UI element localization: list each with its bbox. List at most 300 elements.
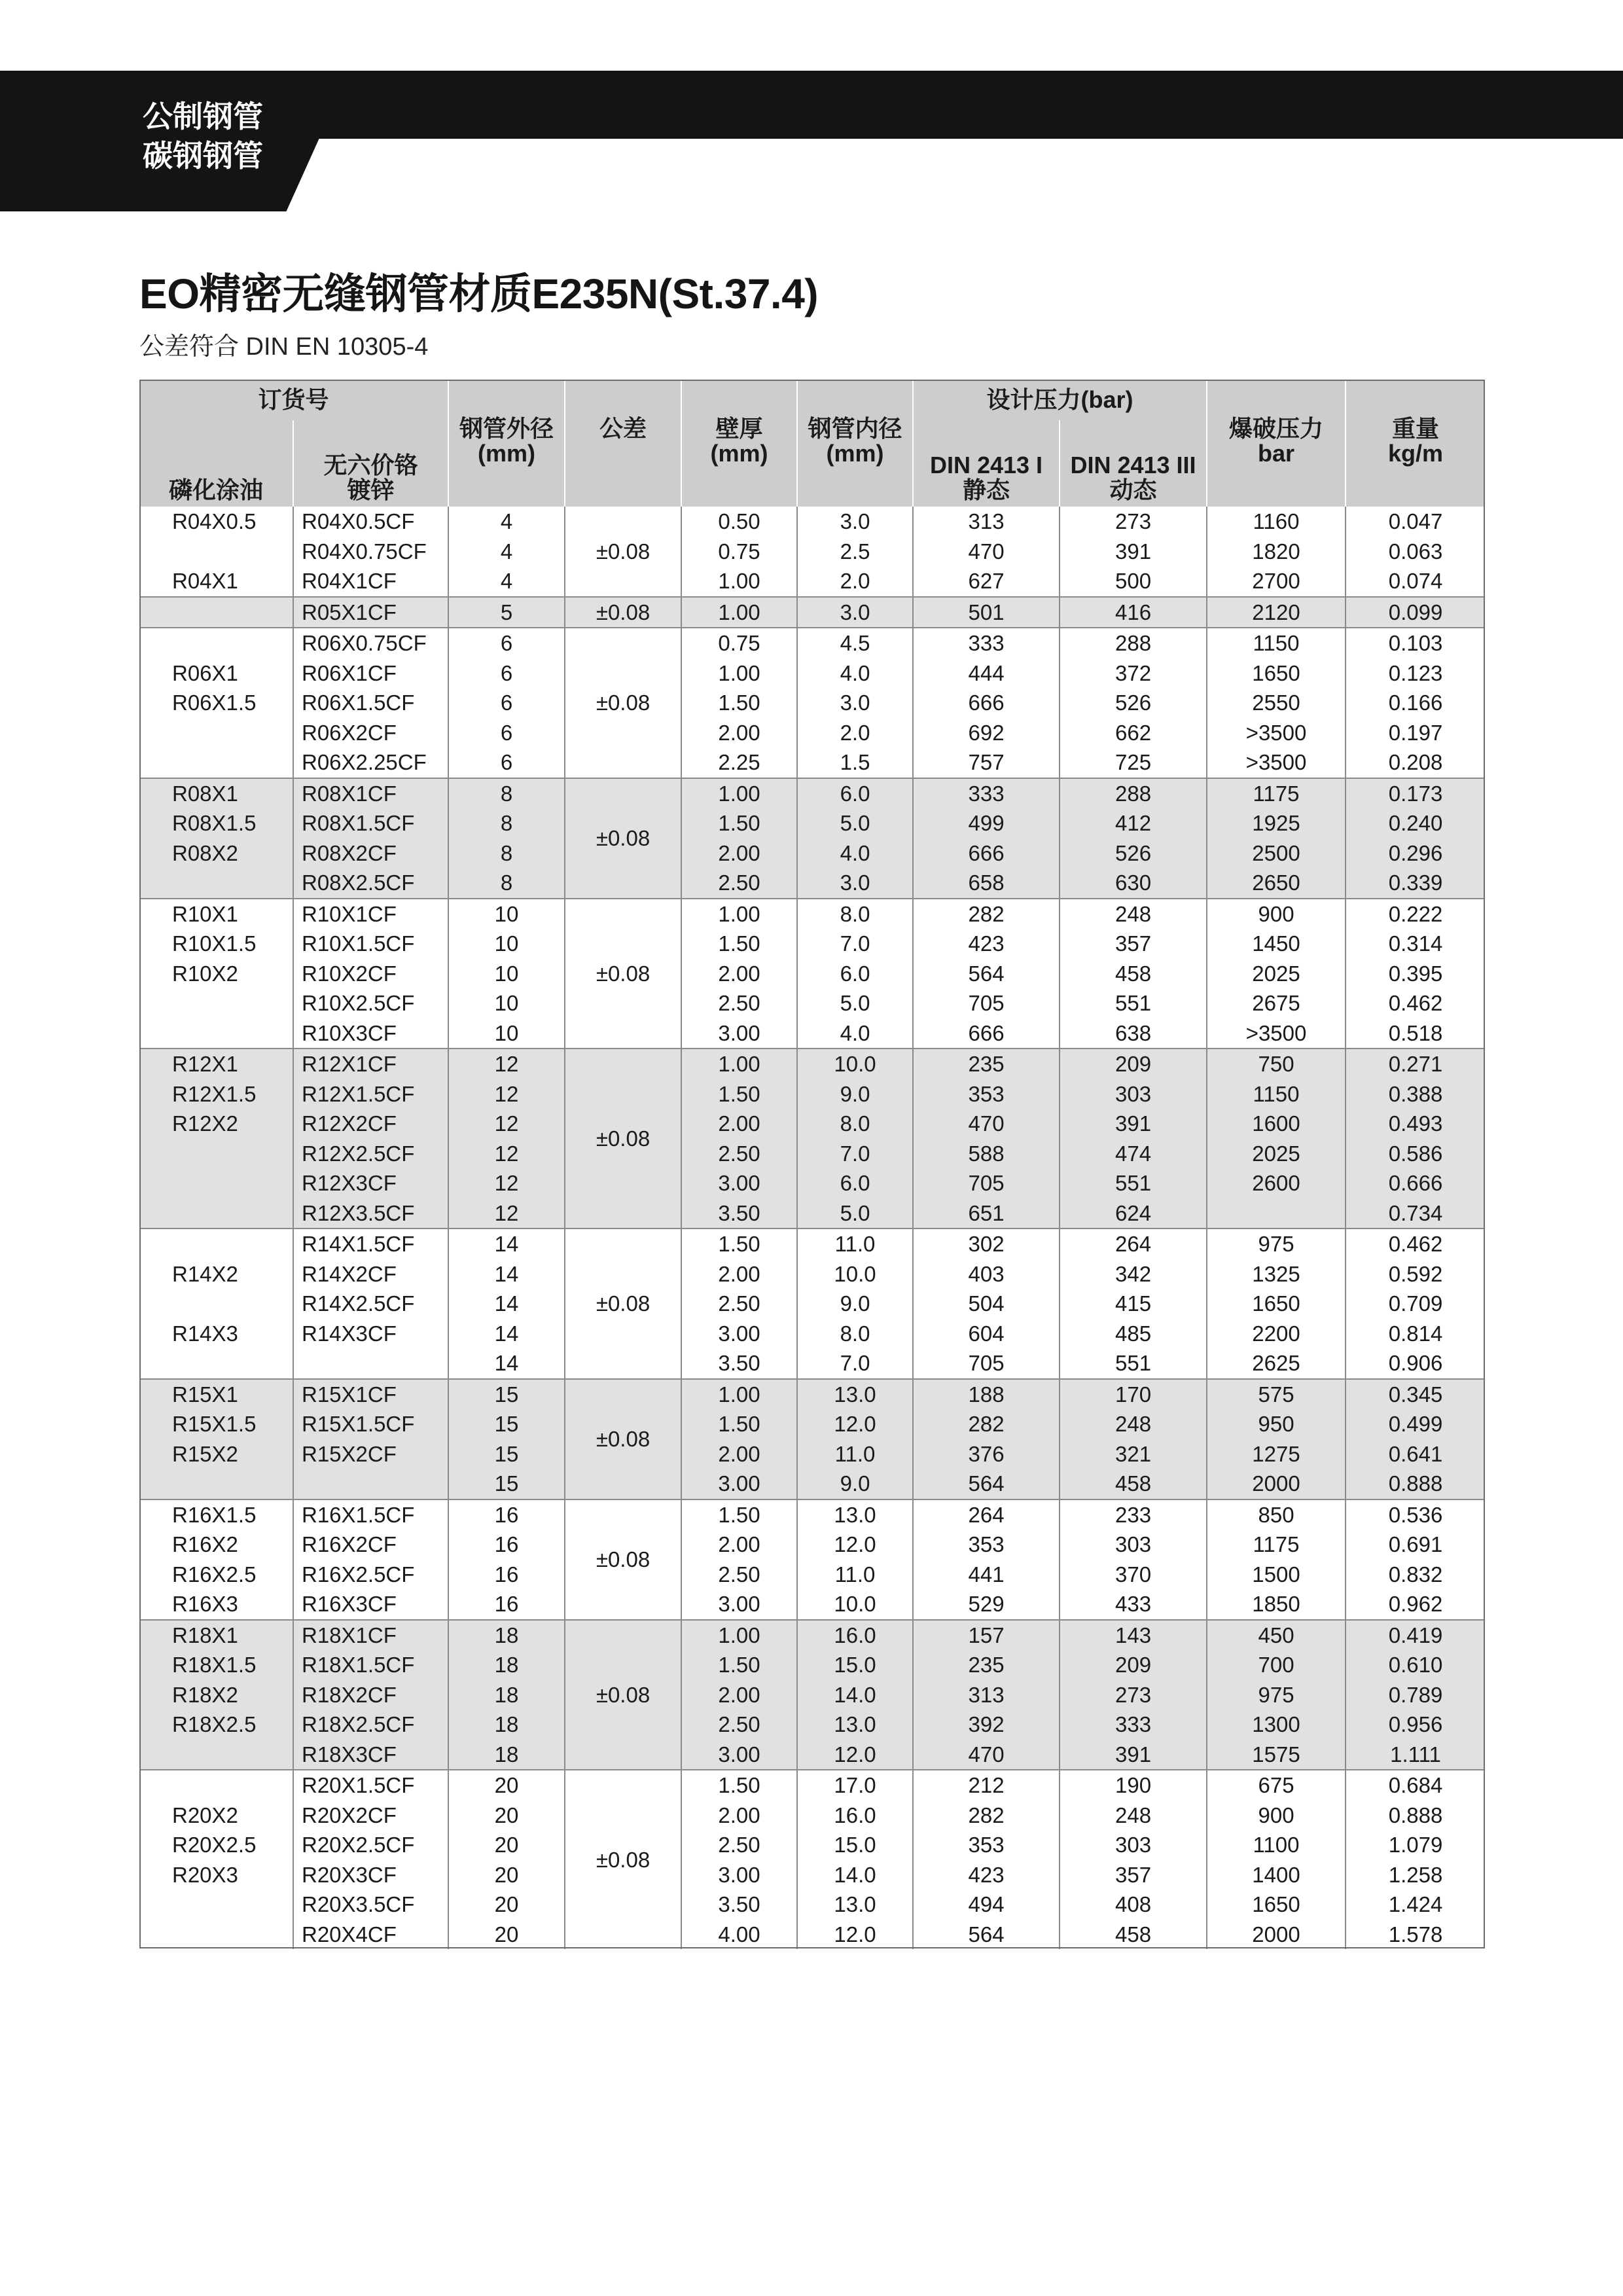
cell-phosphated-no <box>139 1920 293 1950</box>
table-row <box>139 1409 1485 1439</box>
cell-outer-diameter: 18 <box>448 1620 565 1651</box>
header-phosphated-label: 磷化涂油 <box>168 476 263 503</box>
cell-phosphated-no <box>139 1198 293 1229</box>
table-row <box>139 1740 1485 1770</box>
cell-zinc-plated-no: R15X2CF <box>293 1439 448 1469</box>
cell-outer-diameter: 12 <box>448 1109 565 1139</box>
cell-wall-thickness: 2.00 <box>681 838 797 869</box>
cell-tolerance: ±0.08 <box>565 1770 681 1949</box>
cell-weight: 0.388 <box>1346 1079 1485 1109</box>
cell-wall-thickness: 1.50 <box>681 929 797 959</box>
cell-burst-pressure: 1450 <box>1207 929 1346 959</box>
cell-burst-pressure: 2025 <box>1207 959 1346 989</box>
cell-outer-diameter: 15 <box>448 1439 565 1469</box>
cell-inner-diameter: 16.0 <box>797 1801 913 1831</box>
header-static-line1: DIN 2413 I <box>929 452 1043 478</box>
header-design-pressure: 设计压力(bar) <box>913 380 1207 420</box>
cell-burst-pressure: 2000 <box>1207 1920 1346 1950</box>
cell-outer-diameter: 5 <box>448 597 565 628</box>
header-zinc-plated <box>293 420 448 507</box>
cell-weight: 0.099 <box>1346 597 1485 628</box>
cell-zinc-plated-no: R04X0.5CF <box>293 507 448 537</box>
cell-phosphated-no <box>139 747 293 778</box>
cell-inner-diameter: 14.0 <box>797 1680 913 1710</box>
header-id-line2: (mm) <box>826 440 884 467</box>
cell-dynamic-pressure: 526 <box>1060 838 1207 869</box>
cell-phosphated-no <box>139 1770 293 1801</box>
cell-zinc-plated-no: R14X2CF <box>293 1259 448 1289</box>
cell-static-pressure: 604 <box>913 1319 1060 1349</box>
cell-inner-diameter: 10.0 <box>797 1589 913 1620</box>
cell-dynamic-pressure: 303 <box>1060 1079 1207 1109</box>
cell-zinc-plated-no: R04X0.75CF <box>293 537 448 567</box>
cell-phosphated-no <box>139 718 293 748</box>
cell-static-pressure: 501 <box>913 597 1060 628</box>
cell-phosphated-no: R04X0.5 <box>172 509 257 534</box>
cell-burst-pressure: 975 <box>1207 1680 1346 1710</box>
cell-burst-pressure: 1275 <box>1207 1439 1346 1469</box>
cell-inner-diameter: 15.0 <box>797 1830 913 1860</box>
cell-burst-pressure: 1325 <box>1207 1259 1346 1289</box>
header-dynamic-line1: DIN 2413 III <box>1070 452 1196 478</box>
header-burst-pressure <box>1207 380 1346 507</box>
table-row <box>139 628 1485 658</box>
cell-static-pressure: 666 <box>913 838 1060 869</box>
cell-outer-diameter: 12 <box>448 1139 565 1169</box>
cell-outer-diameter: 8 <box>448 868 565 899</box>
header-zinc-line1: 无六价铬 <box>323 452 418 478</box>
cell-tolerance: ±0.08 <box>565 597 681 628</box>
cell-dynamic-pressure: 143 <box>1060 1620 1207 1651</box>
cell-wall-thickness: 2.50 <box>681 1830 797 1860</box>
cell-tolerance: ±0.08 <box>565 1620 681 1770</box>
table-row <box>139 899 1485 929</box>
cell-static-pressure: 302 <box>913 1229 1060 1259</box>
table-row <box>139 1650 1485 1680</box>
cell-burst-pressure: 1820 <box>1207 537 1346 567</box>
cell-phosphated-no: R14X3 <box>172 1321 238 1346</box>
cell-phosphated-no: R18X2 <box>139 1680 293 1710</box>
cell-burst-pressure: 1100 <box>1207 1830 1346 1860</box>
table-row <box>139 1289 1485 1319</box>
table-row <box>139 1801 1485 1831</box>
cell-zinc-plated-no: R12X2CF <box>293 1109 448 1139</box>
cell-static-pressure: 423 <box>913 929 1060 959</box>
table-row <box>139 868 1485 899</box>
table-row <box>139 1348 1485 1379</box>
cell-phosphated-no: R18X2.5 <box>139 1710 293 1740</box>
cell-burst-pressure: 1300 <box>1207 1710 1346 1740</box>
cell-weight: 0.734 <box>1346 1198 1485 1229</box>
cell-zinc-plated-no: R16X3CF <box>293 1589 448 1620</box>
cell-zinc-plated-no: R20X3CF <box>293 1860 448 1890</box>
cell-burst-pressure: >3500 <box>1207 1018 1346 1049</box>
cell-wall-thickness: 1.50 <box>681 688 797 718</box>
table-row <box>139 778 1485 809</box>
table-row <box>139 929 1485 959</box>
cell-weight: 0.271 <box>1346 1049 1485 1079</box>
cell-zinc-plated-no: R16X2CF <box>293 1530 448 1560</box>
cell-inner-diameter: 9.0 <box>797 1079 913 1109</box>
cell-weight: 0.173 <box>1346 778 1485 809</box>
cell-weight: 0.789 <box>1346 1680 1485 1710</box>
cell-wall-thickness: 2.00 <box>681 1801 797 1831</box>
page-title: EO精密无缝钢管材质E235N(St.37.4) <box>139 270 819 317</box>
cell-dynamic-pressure: 209 <box>1060 1650 1207 1680</box>
cell-weight: 0.208 <box>1346 747 1485 778</box>
cell-wall-thickness: 1.00 <box>681 1379 797 1410</box>
cell-zinc-plated-no: R10X1CF <box>293 899 448 929</box>
cell-inner-diameter: 11.0 <box>797 1439 913 1469</box>
cell-dynamic-pressure: 416 <box>1060 597 1207 628</box>
cell-outer-diameter: 18 <box>448 1710 565 1740</box>
table-row <box>139 838 1485 869</box>
cell-wall-thickness: 3.00 <box>681 1018 797 1049</box>
cell-wall-thickness: 2.00 <box>681 1259 797 1289</box>
cell-phosphated-no: R06X1.5 <box>172 691 257 715</box>
cell-static-pressure: 423 <box>913 1860 1060 1890</box>
cell-outer-diameter: 10 <box>448 1018 565 1049</box>
cell-inner-diameter: 6.0 <box>797 1168 913 1198</box>
cell-outer-diameter: 8 <box>448 838 565 869</box>
cell-static-pressure: 564 <box>913 959 1060 989</box>
cell-inner-diameter: 10.0 <box>797 1049 913 1079</box>
cell-wall-thickness: 2.00 <box>681 1530 797 1560</box>
cell-static-pressure: 282 <box>913 899 1060 929</box>
cell-wall-thickness: 3.50 <box>681 1348 797 1379</box>
cell-inner-diameter: 2.5 <box>797 537 913 567</box>
cell-phosphated-no: R16X2.5 <box>172 1562 257 1587</box>
table-row <box>139 1469 1485 1499</box>
cell-inner-diameter: 8.0 <box>797 1109 913 1139</box>
cell-static-pressure: 705 <box>913 1168 1060 1198</box>
cell-burst-pressure: 1575 <box>1207 1740 1346 1770</box>
cell-static-pressure: 564 <box>913 1469 1060 1499</box>
cell-zinc-plated-no: R20X2CF <box>293 1801 448 1831</box>
cell-static-pressure: 705 <box>913 988 1060 1018</box>
cell-wall-thickness: 1.00 <box>681 778 797 809</box>
header-burst-line2: bar <box>1258 440 1295 467</box>
cell-outer-diameter: 8 <box>448 808 565 838</box>
cell-zinc-plated-no: R06X1CF <box>293 658 448 689</box>
cell-weight: 0.610 <box>1346 1650 1485 1680</box>
cell-wall-thickness: 1.50 <box>681 1409 797 1439</box>
cell-phosphated-no: R12X1 <box>139 1049 293 1079</box>
cell-burst-pressure: 2000 <box>1207 1469 1346 1499</box>
cell-outer-diameter: 20 <box>448 1801 565 1831</box>
cell-weight: 0.419 <box>1346 1620 1485 1651</box>
header-od-line1: 钢管外径 <box>459 415 554 442</box>
cell-dynamic-pressure: 248 <box>1060 1801 1207 1831</box>
cell-burst-pressure: 1650 <box>1207 1890 1346 1920</box>
spec-table <box>139 380 1485 1949</box>
cell-static-pressure: 376 <box>913 1439 1060 1469</box>
cell-static-pressure: 188 <box>913 1379 1060 1410</box>
cell-weight: 0.462 <box>1346 988 1485 1018</box>
cell-burst-pressure: 700 <box>1207 1650 1346 1680</box>
cell-zinc-plated-no: R18X2.5CF <box>293 1710 448 1740</box>
cell-outer-diameter: 12 <box>448 1168 565 1198</box>
cell-outer-diameter: 4 <box>448 537 565 567</box>
table-row <box>139 1198 1485 1229</box>
cell-burst-pressure: 950 <box>1207 1409 1346 1439</box>
cell-outer-diameter: 10 <box>448 959 565 989</box>
cell-outer-diameter: 18 <box>448 1650 565 1680</box>
cell-dynamic-pressure: 458 <box>1060 1469 1207 1499</box>
cell-wall-thickness: 3.00 <box>681 1740 797 1770</box>
cell-static-pressure: 504 <box>913 1289 1060 1319</box>
cell-dynamic-pressure: 526 <box>1060 688 1207 718</box>
cell-inner-diameter: 6.0 <box>797 778 913 809</box>
cell-outer-diameter: 10 <box>448 988 565 1018</box>
cell-inner-diameter: 4.5 <box>797 628 913 658</box>
cell-dynamic-pressure: 303 <box>1060 1830 1207 1860</box>
cell-phosphated-no: R18X1 <box>139 1620 293 1651</box>
cell-outer-diameter: 18 <box>448 1740 565 1770</box>
cell-wall-thickness: 3.00 <box>681 1589 797 1620</box>
cell-dynamic-pressure: 485 <box>1060 1319 1207 1349</box>
header-weight-line2: kg/m <box>1388 440 1444 467</box>
cell-weight: 0.684 <box>1346 1770 1485 1801</box>
cell-static-pressure: 313 <box>913 507 1060 537</box>
cell-static-pressure: 333 <box>913 778 1060 809</box>
cell-zinc-plated-no: R12X1CF <box>293 1049 448 1079</box>
cell-dynamic-pressure: 551 <box>1060 1168 1207 1198</box>
cell-phosphated-no <box>139 537 293 567</box>
cell-inner-diameter: 12.0 <box>797 1530 913 1560</box>
cell-burst-pressure: 1850 <box>1207 1589 1346 1620</box>
cell-dynamic-pressure: 264 <box>1060 1229 1207 1259</box>
cell-phosphated-no: R16X2 <box>172 1532 238 1557</box>
cell-static-pressure: 588 <box>913 1139 1060 1169</box>
cell-dynamic-pressure: 170 <box>1060 1379 1207 1410</box>
cell-weight: 0.962 <box>1346 1589 1485 1620</box>
cell-zinc-plated-no: R18X1CF <box>293 1620 448 1651</box>
cell-dynamic-pressure: 209 <box>1060 1049 1207 1079</box>
cell-zinc-plated-no: R10X2.5CF <box>293 988 448 1018</box>
cell-weight: 0.395 <box>1346 959 1485 989</box>
table-row <box>139 1860 1485 1890</box>
cell-dynamic-pressure: 233 <box>1060 1499 1207 1530</box>
cell-phosphated-no: R12X2 <box>139 1109 293 1139</box>
cell-inner-diameter: 2.0 <box>797 566 913 597</box>
table-row <box>139 1259 1485 1289</box>
cell-phosphated-no: R16X3 <box>172 1592 238 1617</box>
cell-zinc-plated-no: R15X1CF <box>293 1379 448 1410</box>
table-row <box>139 1168 1485 1198</box>
cell-burst-pressure: 1160 <box>1207 507 1346 537</box>
cell-zinc-plated-no: R06X2CF <box>293 718 448 748</box>
cell-wall-thickness: 3.50 <box>681 1198 797 1229</box>
cell-wall-thickness: 2.00 <box>681 1680 797 1710</box>
cell-burst-pressure: 2650 <box>1207 868 1346 899</box>
cell-zinc-plated-no: R20X1.5CF <box>293 1770 448 1801</box>
cell-weight: 0.536 <box>1346 1499 1485 1530</box>
table-row <box>139 1319 1485 1349</box>
cell-wall-thickness: 1.50 <box>681 1650 797 1680</box>
table-row <box>139 959 1485 989</box>
cell-weight: 0.518 <box>1346 1018 1485 1049</box>
cell-dynamic-pressure: 551 <box>1060 988 1207 1018</box>
cell-inner-diameter: 7.0 <box>797 1139 913 1169</box>
cell-burst-pressure: 675 <box>1207 1770 1346 1801</box>
cell-phosphated-no <box>139 1890 293 1920</box>
cell-zinc-plated-no: R14X3CF <box>293 1319 448 1349</box>
header-weight <box>1346 380 1485 507</box>
table-row <box>139 507 1485 537</box>
cell-inner-diameter: 12.0 <box>797 1920 913 1950</box>
cell-zinc-plated-no: R20X3.5CF <box>293 1890 448 1920</box>
cell-wall-thickness: 2.25 <box>681 747 797 778</box>
cell-wall-thickness: 2.00 <box>681 1439 797 1469</box>
cell-inner-diameter: 8.0 <box>797 899 913 929</box>
table-row <box>139 1680 1485 1710</box>
cell-burst-pressure: 850 <box>1207 1499 1346 1530</box>
table-row <box>139 1830 1485 1860</box>
cell-burst-pressure <box>1207 1198 1346 1229</box>
cell-outer-diameter: 6 <box>448 747 565 778</box>
cell-static-pressure: 403 <box>913 1259 1060 1289</box>
table-row <box>139 1499 1485 1530</box>
cell-outer-diameter: 16 <box>448 1560 565 1590</box>
cell-inner-diameter: 13.0 <box>797 1499 913 1530</box>
table-row <box>139 1439 1485 1469</box>
cell-wall-thickness: 4.00 <box>681 1920 797 1950</box>
cell-weight: 0.586 <box>1346 1139 1485 1169</box>
cell-inner-diameter: 13.0 <box>797 1890 913 1920</box>
cell-burst-pressure: 2700 <box>1207 566 1346 597</box>
cell-burst-pressure: 975 <box>1207 1229 1346 1259</box>
cell-zinc-plated-no: R20X2.5CF <box>293 1830 448 1860</box>
cell-inner-diameter: 11.0 <box>797 1560 913 1590</box>
cell-wall-thickness: 3.00 <box>681 1319 797 1349</box>
cell-outer-diameter: 14 <box>448 1319 565 1349</box>
cell-static-pressure: 627 <box>913 566 1060 597</box>
cell-dynamic-pressure: 662 <box>1060 718 1207 748</box>
cell-weight: 0.462 <box>1346 1229 1485 1259</box>
section-label-line2: 碳钢钢管 <box>143 139 263 173</box>
cell-outer-diameter: 20 <box>448 1770 565 1801</box>
cell-outer-diameter: 18 <box>448 1680 565 1710</box>
cell-phosphated-no <box>139 628 293 658</box>
cell-weight: 0.339 <box>1346 868 1485 899</box>
cell-outer-diameter: 15 <box>448 1409 565 1439</box>
cell-static-pressure: 564 <box>913 1920 1060 1950</box>
cell-dynamic-pressure: 391 <box>1060 537 1207 567</box>
cell-wall-thickness: 3.00 <box>681 1469 797 1499</box>
cell-outer-diameter: 6 <box>448 718 565 748</box>
table-row <box>139 1049 1485 1079</box>
table-row <box>139 1560 1485 1590</box>
cell-inner-diameter: 3.0 <box>797 868 913 899</box>
header-outer-diameter <box>448 380 565 507</box>
cell-static-pressure: 353 <box>913 1830 1060 1860</box>
cell-wall-thickness: 1.50 <box>681 1229 797 1259</box>
cell-dynamic-pressure: 248 <box>1060 1409 1207 1439</box>
header-od-line2: (mm) <box>478 440 536 467</box>
cell-burst-pressure: 2500 <box>1207 838 1346 869</box>
cell-dynamic-pressure: 333 <box>1060 1710 1207 1740</box>
cell-burst-pressure: >3500 <box>1207 718 1346 748</box>
table-row <box>139 1530 1485 1560</box>
cell-inner-diameter: 13.0 <box>797 1379 913 1410</box>
cell-weight: 0.063 <box>1346 537 1485 567</box>
cell-zinc-plated-no: R14X1.5CF <box>293 1229 448 1259</box>
cell-zinc-plated-no: R12X3.5CF <box>293 1198 448 1229</box>
cell-outer-diameter: 10 <box>448 899 565 929</box>
cell-burst-pressure: 450 <box>1207 1620 1346 1651</box>
cell-dynamic-pressure: 624 <box>1060 1198 1207 1229</box>
cell-weight: 0.641 <box>1346 1439 1485 1469</box>
cell-static-pressure: 651 <box>913 1198 1060 1229</box>
cell-dynamic-pressure: 500 <box>1060 566 1207 597</box>
cell-burst-pressure: 1175 <box>1207 778 1346 809</box>
cell-inner-diameter: 17.0 <box>797 1770 913 1801</box>
cell-weight: 0.493 <box>1346 1109 1485 1139</box>
cell-static-pressure: 235 <box>913 1650 1060 1680</box>
cell-wall-thickness: 0.75 <box>681 537 797 567</box>
cell-wall-thickness: 2.50 <box>681 1289 797 1319</box>
cell-weight: 0.047 <box>1346 507 1485 537</box>
cell-wall-thickness: 1.00 <box>681 899 797 929</box>
cell-static-pressure: 444 <box>913 658 1060 689</box>
cell-weight: 0.499 <box>1346 1409 1485 1439</box>
cell-burst-pressure: 1500 <box>1207 1560 1346 1590</box>
cell-tolerance: ±0.08 <box>565 1379 681 1499</box>
cell-static-pressure: 235 <box>913 1049 1060 1079</box>
cell-burst-pressure: 575 <box>1207 1379 1346 1410</box>
table-row <box>139 537 1485 567</box>
cell-zinc-plated-no <box>293 1348 448 1379</box>
section-label <box>143 97 263 175</box>
cell-wall-thickness: 3.50 <box>681 1890 797 1920</box>
header-dynamic <box>1060 420 1207 507</box>
cell-static-pressure: 353 <box>913 1530 1060 1560</box>
cell-outer-diameter: 10 <box>448 929 565 959</box>
cell-wall-thickness: 3.00 <box>681 1168 797 1198</box>
header-wall <box>681 380 797 507</box>
cell-outer-diameter: 4 <box>448 507 565 537</box>
header-weight-line1: 重量 <box>1392 415 1440 442</box>
cell-static-pressure: 666 <box>913 688 1060 718</box>
cell-dynamic-pressure: 725 <box>1060 747 1207 778</box>
cell-inner-diameter: 9.0 <box>797 1469 913 1499</box>
cell-phosphated-no: R20X3 <box>172 1862 238 1887</box>
cell-phosphated-no <box>139 868 293 899</box>
cell-tolerance: ±0.08 <box>565 628 681 778</box>
cell-tolerance: ±0.08 <box>565 507 681 597</box>
cell-weight: 0.074 <box>1346 566 1485 597</box>
cell-outer-diameter: 15 <box>448 1469 565 1499</box>
cell-dynamic-pressure: 303 <box>1060 1530 1207 1560</box>
header-phosphated <box>139 420 293 507</box>
cell-wall-thickness: 1.50 <box>681 1079 797 1109</box>
cell-outer-diameter: 8 <box>448 778 565 809</box>
table-row <box>139 1139 1485 1169</box>
cell-wall-thickness: 2.50 <box>681 1139 797 1169</box>
cell-dynamic-pressure: 458 <box>1060 1920 1207 1950</box>
cell-static-pressure: 282 <box>913 1801 1060 1831</box>
cell-phosphated-no: R18X1.5 <box>139 1650 293 1680</box>
cell-static-pressure: 353 <box>913 1079 1060 1109</box>
cell-dynamic-pressure: 408 <box>1060 1890 1207 1920</box>
cell-zinc-plated-no <box>293 1469 448 1499</box>
cell-phosphated-no <box>139 988 293 1018</box>
cell-tolerance: ±0.08 <box>565 1049 681 1229</box>
cell-zinc-plated-no: R08X1CF <box>293 778 448 809</box>
cell-dynamic-pressure: 357 <box>1060 929 1207 959</box>
cell-weight: 0.814 <box>1346 1319 1485 1349</box>
